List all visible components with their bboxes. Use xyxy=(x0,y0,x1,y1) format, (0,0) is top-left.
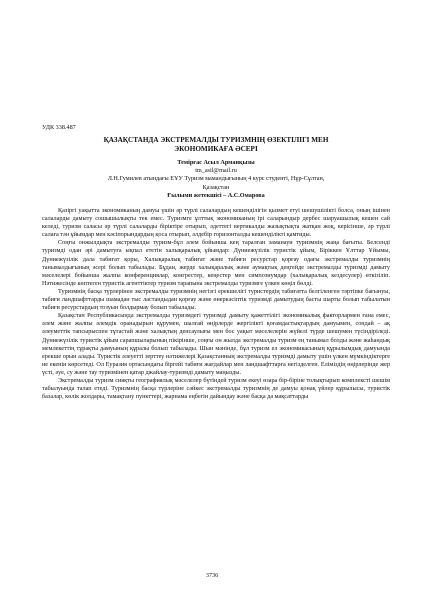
body-paragraph: Қазақстан Республикасында экстремалды туризмдегі туризмді дамыту қажеттілігі экономикалық факторлармен ғана емес, әлем және жалпы әлемдік оранадырын құрумен, шалғай өңірлерде жергілікті қоғамдастықтардың дамуымен, сондай – ақ әлеуметтік тапсырыспен тұтастай және халықтың денсаулығы мен бос уақыт мәселелерін жүйелі түрде шешумен түсіндіріледі. Дүниежүзілік туристік ұйым сарапшыларының пікірінше, соңғы он жылда экстремалды туризм ең танымал болды және жаһандық мемлекеттің тұрақты дамуының құралы болып табылады. Шын мәнінде, бұл туризм ел экономикасының құрылымдық дамуында ерекше орын алады. Туристік әлеуетті зерттеу нәтижелері Қазақстанның экстремалды туризмді дамыту үшін үлкен мүмкіндіктерге ие екенін көрсетеді. Ол Еуразия ортасындағы біргейі табиғи жағдайлар мен ландшафттарға негізделген. Еліміздің өңірлерінде жер үсті, әуе, су және тау туризмінен қатар джайлау-туризмді дамыту маңызды. xyxy=(42,312,390,376)
author-name: Темірғас Асыл Арманқызы xyxy=(177,159,255,166)
article-title xyxy=(42,136,390,154)
title-line-2: ЭКОНОМИКАҒА ӘСЕРІ xyxy=(174,145,258,153)
body-paragraph: Қазіргі уақытта экономиканың дамуы үшін әр түрлі салалардың кешенділігін қызмет етуі шешушілікті болса, оның ішінен салаларды дамыту сошышылықты тек емес. Туризмге ұлттық экономиканың ірі саларындыр дербес шаруашылық кешен сай келеді, туризм саласы әр түрлі салаларды біріктіре отырып, әдеттегі вертикалды жазықтықта жатқан жоқ, керісінше, әр түрлі салаға тән ұйымдар мен кәсіпорындардың қоса отырып, әлдебір горизонталды кешенділікті қамтиды. xyxy=(42,207,390,239)
body-paragraph: Туризмнің басқа түрлерінен экстремалды туризмнің негізгі ерекшелігі туристердің табиғатта белгіленген тәртіпке бағынуы, табиғи ландшафттарды шамадан тыс ластандыдан қорғау және өнеркәсіптік туризмді дамытудың басты шарты болып табылатын табиғи ресурстардың тозуын болдырмау болып табылады. xyxy=(42,287,390,312)
body-paragraph: Соңғы онжылдықта экстремалды туризм-бұл әлем бойынша кең таралған заманауи туризмнің жаңа бағыты. Белсенді туризмді одан әрі дамытуға ықпал ететін халықаралық ұйымдар: Дүниежүзілік туристік ұйым, Біріккен Ұлттар Ұйымы, Дүниежүзілік дала табиғат қоры, Халықаралық табиғат және табиғи ресурстар қорғау одағы экстремалды туризмнің танымалдығының әсері болып табылады. Бұдан, жерде халықаралық және аумақтық деңгейде экстремалды туризмді дамыту мәселелері бойынша жалпы конференциялар, конгрестер, кеңестер мен симпозиумдар (халықаралық кездесулер) өткізіліп. Нәтижесінде көптеген туристік агенттіктер туризм тарапына экстремалды туризмге үлкен көңіл бөлді. xyxy=(42,239,390,287)
title-line-1: ҚАЗАҚСТАНДА ЭКСТРЕМАЛДЫ ТУРИЗМНІҢ ӨЗЕКТІЛІГІ МЕН xyxy=(103,136,329,144)
author-email: tm_asil@mail.ru xyxy=(195,167,237,175)
udk-code: УДК 338.487 xyxy=(42,124,76,131)
author-affiliation: Л.Н.Гумилев атындағы ЕҰУ Туризм мамандығының 4 курс студенті, Нұр-Сұлтан, xyxy=(107,175,325,183)
author-block xyxy=(42,159,390,200)
article-body xyxy=(42,207,390,401)
author-country: Қазақстан xyxy=(202,183,230,191)
supervisor: Ғылыми жетекшісі – А.С.Омарова xyxy=(167,191,265,199)
body-paragraph: Экстремалды туризм сияқты географиялық мәселелер бүтіндей туризм екеуі өзара бір-біріне толықтырып комплексті шешім табылуында талап етеді. Туризмнің басқа түрлеріне сәйкес экстремалды туризмнің де дамуы қонақ үйлер құрылысы, туристік базалар, көлік жолдары, тамақтану пункттері, жарнама еңбегін дайындау және басқа да мақсаттарды xyxy=(42,376,390,401)
page-number: 3736 xyxy=(205,572,219,579)
